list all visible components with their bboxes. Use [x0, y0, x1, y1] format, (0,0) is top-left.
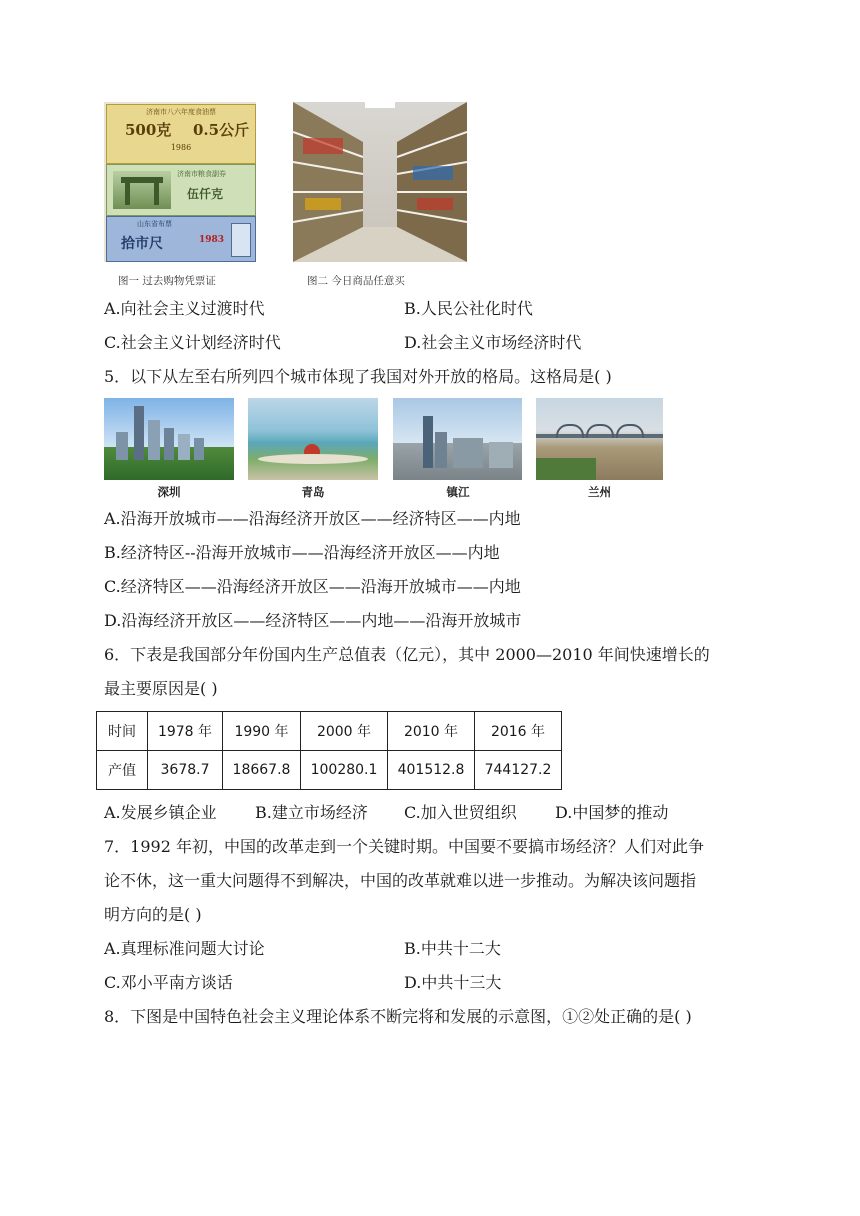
q6-option-c[interactable]: C.加入世贸组织 — [404, 803, 517, 822]
table-cell: 产值 — [97, 751, 148, 790]
table-row — [97, 712, 562, 751]
table-cell: 401512.8 — [388, 751, 475, 790]
ration-tickets-image — [104, 102, 256, 262]
q7-stem-line3: 明方向的是( ) — [104, 905, 202, 924]
table-header-cell: 2000 年 — [301, 712, 388, 751]
q6-stem-line2: 最主要原因是( ) — [104, 679, 218, 698]
supermarket-aisle-drawing — [293, 102, 467, 262]
table-cell: 744127.2 — [475, 751, 562, 790]
gate-picture — [113, 171, 171, 209]
city-label-lanzhou: 兰州 — [588, 485, 611, 499]
q4-option-a[interactable]: A.向社会主义过渡时代 — [104, 299, 265, 318]
gdp-table — [96, 711, 562, 790]
table-cell: 3678.7 — [148, 751, 223, 790]
figure-caption-2: 图二 今日商品任意买 — [307, 275, 405, 287]
q5-stem: 5．以下从左至右所列四个城市体现了我国对外开放的格局。这格局是( ) — [104, 367, 612, 386]
table-header-cell: 1990 年 — [223, 712, 301, 751]
table-row — [97, 751, 562, 790]
city-photo-qingdao — [248, 398, 378, 480]
q4-option-b[interactable]: B.人民公社化时代 — [404, 299, 533, 318]
city-label-qingdao: 青岛 — [301, 485, 325, 499]
oil-ticket: 济南市八六年度食油票 500克 0.5公斤 1986 — [106, 104, 256, 164]
q7-stem-line2: 论不休，这一重大问题得不到解决，中国的改革就难以进一步推动。为解决该问题指 — [104, 871, 697, 890]
city-photo-lanzhou — [536, 398, 663, 480]
q7-stem-line1: 7．1992 年初，中国的改革走到一个关键时期。中国要不要搞市场经济？人们对此争 — [104, 837, 704, 856]
q6-option-d[interactable]: D.中国梦的推动 — [555, 803, 669, 822]
q5-option-a[interactable]: A.沿海开放城市——沿海经济开放区——经济特区——内地 — [104, 509, 521, 528]
q6-option-a[interactable]: A.发展乡镇企业 — [104, 803, 217, 822]
supermarket-image — [293, 102, 467, 262]
q8-stem: 8．下图是中国特色社会主义理论体系不断完将和发展的示意图，①②处正确的是( ) — [104, 1007, 692, 1026]
q5-option-b[interactable]: B.经济特区--沿海开放城市——沿海经济开放区——内地 — [104, 543, 500, 562]
q7-option-a[interactable]: A.真理标准问题大讨论 — [104, 939, 265, 958]
city-photo-shenzhen — [104, 398, 234, 480]
q7-option-b[interactable]: B.中共十二大 — [404, 939, 501, 958]
grain-ticket: 济南市粮食副券 伍仟克 — [106, 164, 256, 216]
city-label-shenzhen: 深圳 — [157, 485, 181, 499]
q4-option-c[interactable]: C.社会主义计划经济时代 — [104, 333, 281, 352]
figure-caption-1: 图一 过去购物凭票证 — [118, 275, 216, 287]
q4-option-d[interactable]: D.社会主义市场经济时代 — [404, 333, 582, 352]
table-header-cell: 2010 年 — [388, 712, 475, 751]
city-photo-zhenjiang — [393, 398, 522, 480]
table-header-cell: 2016 年 — [475, 712, 562, 751]
q5-option-c[interactable]: C.经济特区——沿海经济开放区——沿海开放城市——内地 — [104, 577, 521, 596]
table-cell: 100280.1 — [301, 751, 388, 790]
cloth-ticket: 山东省布票 拾市尺 1983 — [106, 216, 256, 262]
q5-option-d[interactable]: D.沿海经济开放区——经济特区——内地——沿海开放城市 — [104, 611, 522, 630]
table-header-cell: 时间 — [97, 712, 148, 751]
q6-stem-line1: 6．下表是我国部分年份国内生产总值表（亿元），其中 2000—2010 年间快速增长的 — [104, 645, 710, 664]
city-label-zhenjiang: 镇江 — [446, 485, 470, 499]
q7-option-d[interactable]: D.中共十三大 — [404, 973, 502, 992]
q6-option-b[interactable]: B.建立市场经济 — [255, 803, 368, 822]
table-cell: 18667.8 — [223, 751, 301, 790]
q7-option-c[interactable]: C.邓小平南方谈话 — [104, 973, 233, 992]
table-header-cell: 1978 年 — [148, 712, 223, 751]
